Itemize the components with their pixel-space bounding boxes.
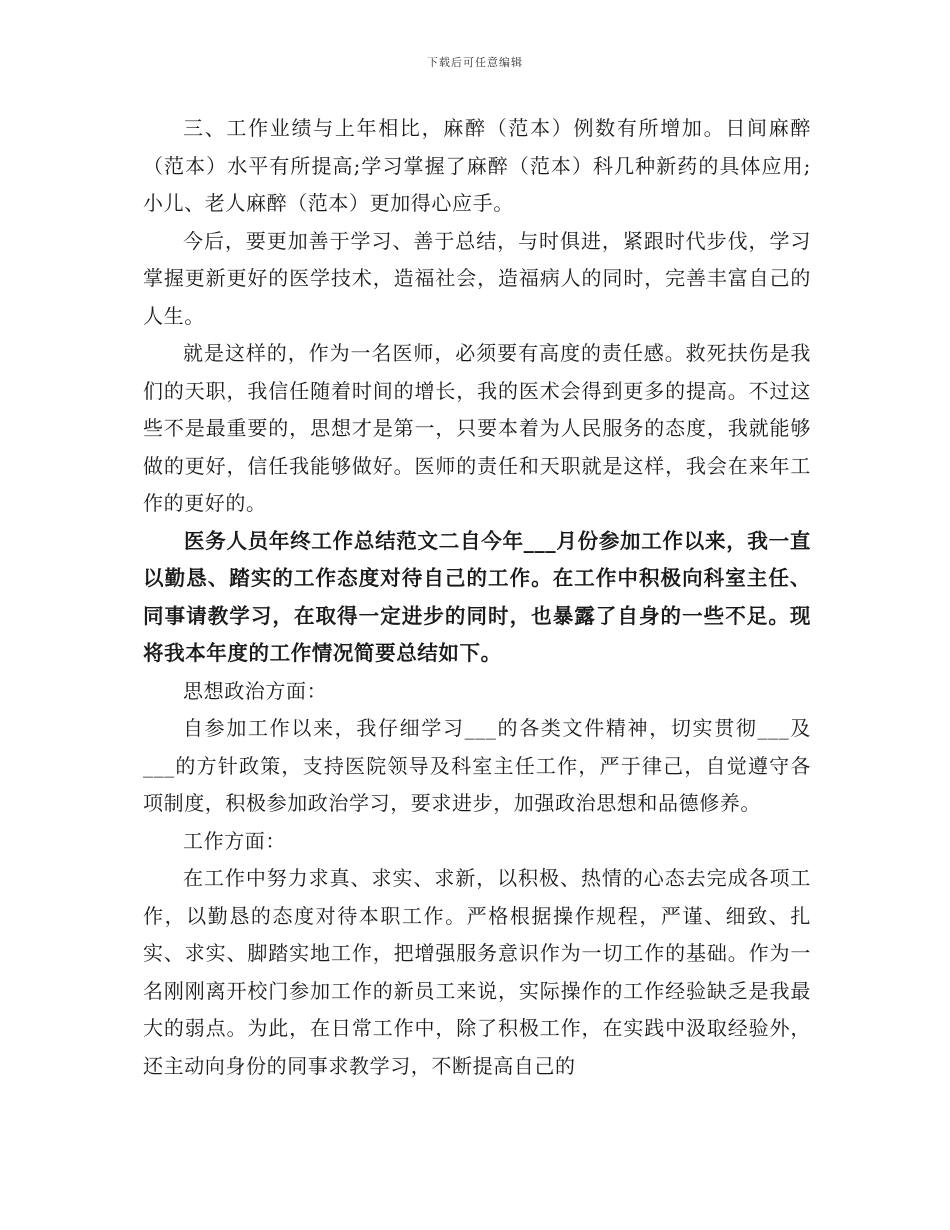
paragraph-responsibility: 就是这样的，作为一名医师，必须要有高度的责任感。救死扶伤是我们的天职，我信任随着时间的增长，我的医术会得到更多的提高。不过这些不是最重要的，思想才是第一，只要本着为人民服务的态度，我就能够做的更好，信任我能够做好。医师的责任和天职就是这样，我会在来年工作的更好的。 bbox=[143, 341, 811, 515]
paragraph-ideology: 自参加工作以来，我仔细学习___的各类文件精神，切实贯彻___及___的方针政策，支持医院领导及科室主任工作，严于律己，自觉遵守各项制度，积极参加政治学习，要求进步，加强政治思想和品德修养。 bbox=[143, 716, 811, 815]
paragraph-future-plan: 今后，要更加善于学习、善于总结，与时俱进，紧跟时代步伐，学习掌握更新更好的医学技术，造福社会，造福病人的同时，完善丰富自己的人生。 bbox=[143, 228, 811, 328]
document-body bbox=[143, 110, 811, 1085]
paragraph-work: 在工作中努力求真、求实、求新，以积极、热情的心态去完成各项工作，以勤恳的态度对待本职工作。严格根据操作规程，严谨、细致、扎实、求实、脚踏实地工作，把增强服务意识作为一切工作的基础。作为一名刚刚离开校门参加工作的新员工来说，实际操作的工作经验缺乏是我最大的弱点。为此，在日常工作中，除了积极工作，在实践中汲取经验外，还主动向身份的同事求教学习，不断提高自己的 bbox=[143, 866, 811, 1078]
paragraph-sample-two-intro: 医务人员年终工作总结范文二自今年___月份参加工作以来，我一直以勤恳、踏实的工作态度对待自己的工作。在工作中积极向科室主任、同事请教学习，在取得一定进步的同时，也暴露了自身的一些不足。现将我本年度的工作情况简要总结如下。 bbox=[143, 528, 811, 665]
section-heading-work: 工作方面： bbox=[183, 828, 286, 853]
paragraph-work-achievements: 三、工作业绩与上年相比，麻醉（范本）例数有所增加。日间麻醉（范本）水平有所提高;学习掌握了麻醉（范本）科几种新药的具体应用;小儿、老人麻醉（范本）更加得心应手。 bbox=[143, 116, 811, 215]
page-header: 下载后可任意编辑 bbox=[427, 56, 523, 69]
section-heading-ideology: 思想政治方面： bbox=[183, 678, 328, 703]
